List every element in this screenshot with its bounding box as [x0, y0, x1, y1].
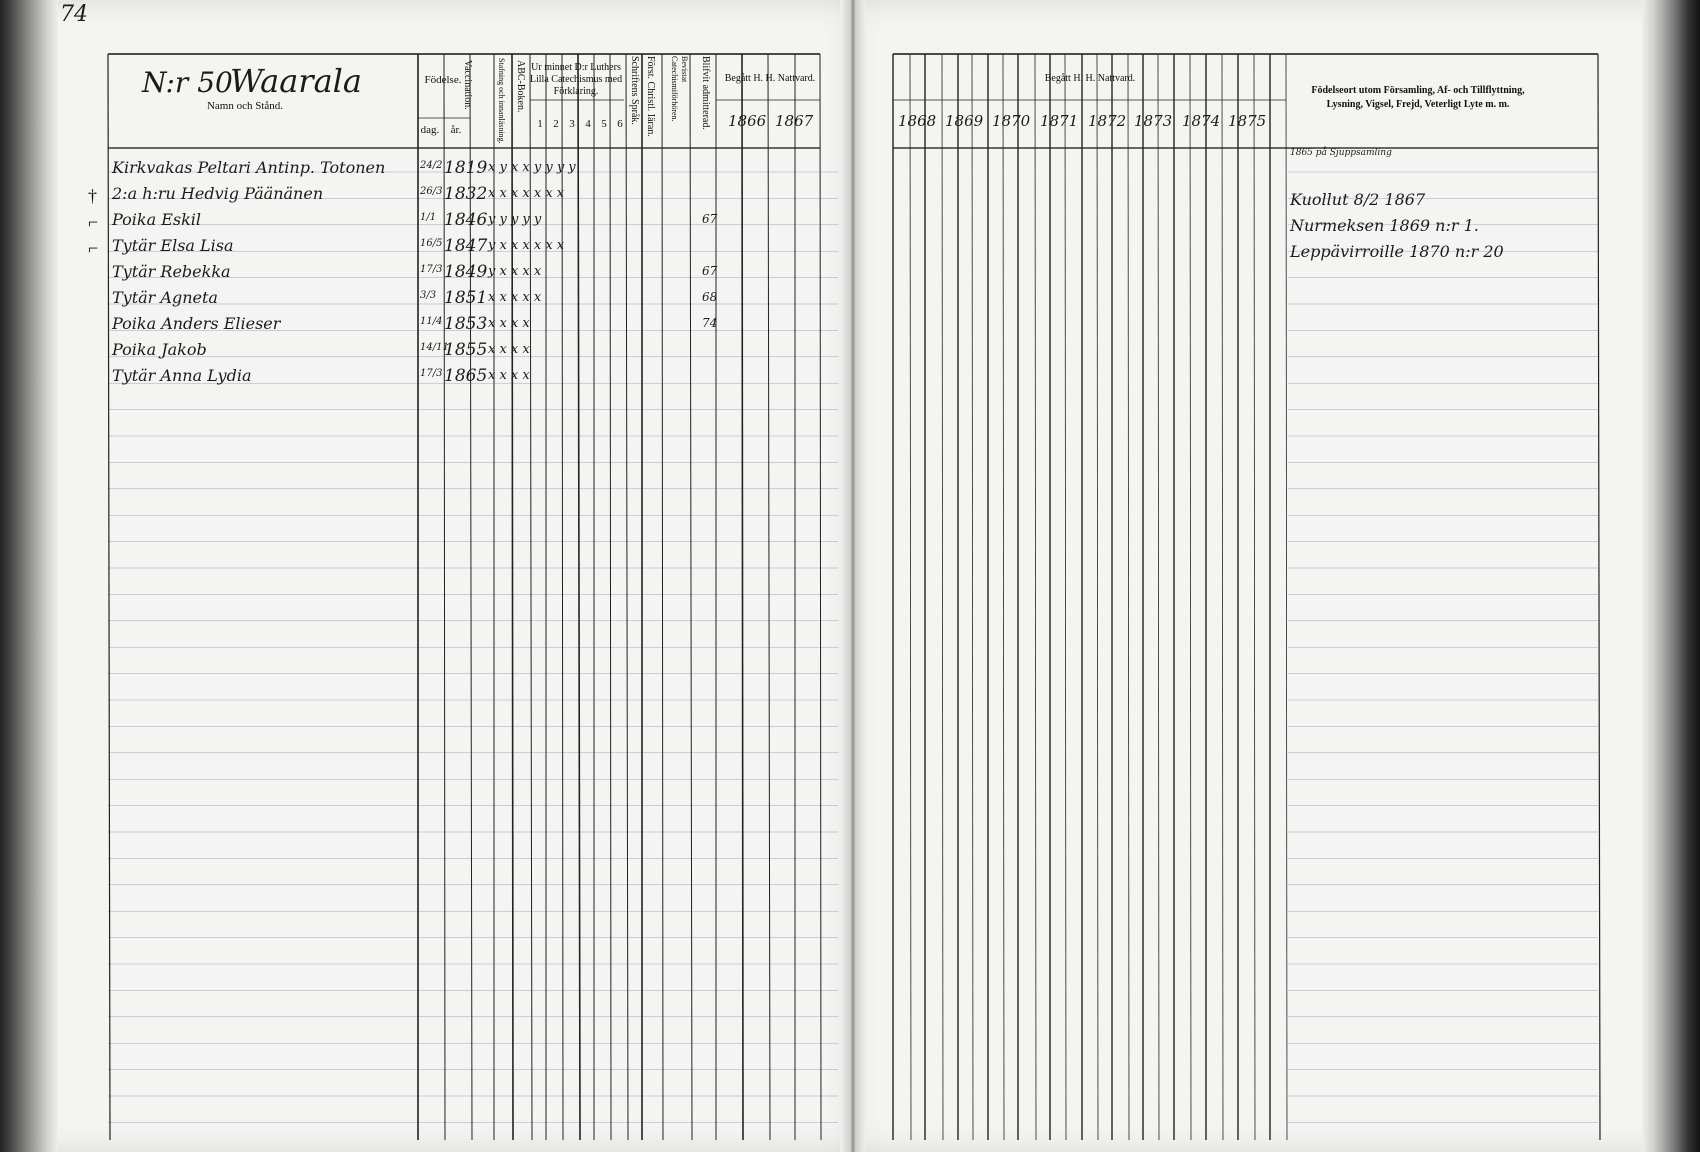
- column-rule-right: [1158, 54, 1159, 1140]
- birth-day: 17/3: [420, 368, 443, 379]
- remark: Leppävirroille 1870 n:r 20: [1290, 242, 1504, 261]
- page-number: 74: [60, 2, 88, 27]
- person-name: Tytär Rebekka: [112, 262, 231, 281]
- year-1871: 1871: [1040, 112, 1079, 130]
- birth-day: 14/11: [420, 342, 449, 353]
- first-christ-header: Först. Christl. Iäran.: [645, 56, 656, 137]
- birth-year: 1865: [444, 366, 488, 386]
- column-rule-right: [1003, 54, 1004, 1140]
- catechism-header: Ur minnet D:r Luthers Lilla Catechismus med Förklaring.: [529, 62, 623, 97]
- column-rule-right: [1035, 54, 1036, 1140]
- year-1873: 1873: [1134, 112, 1173, 130]
- column-rule-right: [1065, 54, 1066, 1140]
- column-rule-right: [942, 54, 943, 1140]
- person-name: Tytär Anna Lydia: [112, 366, 252, 385]
- year-1870: 1870: [992, 112, 1031, 130]
- status-symbol: ⌐: [88, 212, 99, 232]
- farm-name: Waarala: [230, 62, 362, 100]
- birth-year: 1851: [444, 288, 488, 308]
- examination-marks: x x x x: [488, 342, 530, 357]
- person-name: Poika Eskil: [112, 210, 202, 229]
- examination-marks: y y y y y: [488, 212, 542, 227]
- column-rule: [578, 54, 580, 1140]
- catechism-part-3: 3: [569, 118, 575, 130]
- birth-day: 24/2: [420, 160, 443, 171]
- status-symbol: ⌐: [88, 238, 99, 258]
- year-1875: 1875: [1228, 112, 1267, 130]
- column-rule-right: [1254, 54, 1255, 1140]
- status-symbol: †: [88, 186, 97, 206]
- communion-header-left: Begått H. H. Nattvard.: [724, 73, 816, 84]
- catechism-exam-header: Bevistat Catechismiförhören.: [670, 56, 689, 122]
- farm-number: N:r 50: [142, 66, 233, 99]
- birth-day: 16/5: [420, 238, 443, 249]
- birth-year: 1855: [444, 340, 488, 360]
- year-1869: 1869: [945, 112, 984, 130]
- communion-header-right: Begått H. H. Nattvard.: [1044, 73, 1136, 84]
- year-1868: 1868: [898, 112, 937, 130]
- birth-day: 3/3: [420, 290, 437, 301]
- vaccination-header: Vaccination.: [462, 60, 473, 110]
- abc-book-header: ABC-Boken.: [515, 60, 526, 113]
- column-rule-right: [1190, 54, 1191, 1140]
- catechism-part-1: 1: [537, 118, 543, 130]
- column-rule: [742, 54, 743, 1140]
- birth-year: 1819: [444, 158, 488, 178]
- reading-ability-header: Stafning och innanläsning.: [497, 58, 506, 144]
- admitted-header: Blifvit admitterad.: [700, 56, 711, 130]
- column-rule-right: [1097, 54, 1098, 1140]
- remark: Nurmeksen 1869 n:r 1.: [1290, 216, 1479, 235]
- column-rule-right: [1128, 54, 1129, 1140]
- column-rule: [820, 54, 821, 1140]
- birth-header: Födelse.: [424, 74, 462, 86]
- examination-marks: x x x x x x x: [488, 186, 565, 201]
- admitted-year: 74: [702, 316, 718, 330]
- person-name: Tytär Elsa Lisa: [112, 236, 234, 255]
- catechism-part-6: 6: [617, 118, 623, 130]
- admitted-year: 67: [702, 212, 718, 226]
- left-margin-rule: [108, 54, 110, 1140]
- birth-day: 1/1: [420, 212, 437, 223]
- year-header: år.: [450, 124, 462, 136]
- admitted-year: 67: [702, 264, 718, 278]
- birth-year: 1832: [444, 184, 488, 204]
- examination-marks: x x x x: [488, 316, 530, 331]
- column-rule: [662, 54, 663, 1140]
- person-name: Tytär Agneta: [112, 288, 218, 307]
- right-margin-rule: [1598, 54, 1600, 1140]
- column-rule-right: [972, 54, 973, 1140]
- examination-marks: y x x x x x x: [488, 238, 565, 253]
- remark: 1865 på Sjuppsamling: [1290, 148, 1392, 158]
- examination-marks: y x x x x: [488, 264, 542, 279]
- birth-year: 1847: [444, 236, 488, 256]
- catechism-part-5: 5: [601, 118, 607, 130]
- column-rule-right: [1222, 54, 1223, 1140]
- person-name: 2:a h:ru Hedvig Päänänen: [112, 184, 324, 203]
- admitted-year: 68: [702, 290, 718, 304]
- catechism-part-2: 2: [553, 118, 559, 130]
- catechism-part-4: 4: [585, 118, 591, 130]
- year-1867: 1867: [775, 112, 814, 130]
- name-and-status-header: Namn och Stånd.: [206, 100, 284, 112]
- person-name: Poika Jakob: [112, 340, 207, 359]
- day-header: dag.: [420, 124, 440, 136]
- column-rule: [610, 54, 611, 1140]
- year-1866: 1866: [728, 112, 767, 130]
- column-rule: [562, 54, 563, 1140]
- examination-marks: x x x x x: [488, 290, 542, 305]
- person-name: Poika Anders Elieser: [112, 314, 281, 333]
- column-rule: [626, 54, 628, 1140]
- remark: Kuollut 8/2 1867: [1290, 190, 1426, 209]
- birth-year: 1849: [444, 262, 488, 282]
- birth-year: 1846: [444, 210, 488, 230]
- column-rule-right: [1286, 54, 1287, 1140]
- year-1874: 1874: [1182, 112, 1221, 130]
- birth-day: 11/4: [420, 316, 443, 327]
- birth-day: 26/3: [420, 186, 443, 197]
- birth-day: 17/3: [420, 264, 443, 275]
- year-1872: 1872: [1088, 112, 1127, 130]
- column-rule: [690, 54, 692, 1140]
- remarks-header: Födelseort utom Församling, Af- och Tillflyttning, Lysning, Vigsel, Frejd, Veterligt Lyte m. m.: [1311, 85, 1525, 110]
- person-name: Kirkvakas Peltari Antinp. Totonen: [112, 158, 386, 177]
- examination-marks: x y x x y y y y: [488, 160, 576, 175]
- examination-marks: x x x x: [488, 368, 530, 383]
- birth-year: 1853: [444, 314, 488, 334]
- column-rule-right: [910, 54, 911, 1140]
- column-rule: [768, 54, 770, 1140]
- bible-history-header: Schriftens Språk.: [629, 56, 640, 125]
